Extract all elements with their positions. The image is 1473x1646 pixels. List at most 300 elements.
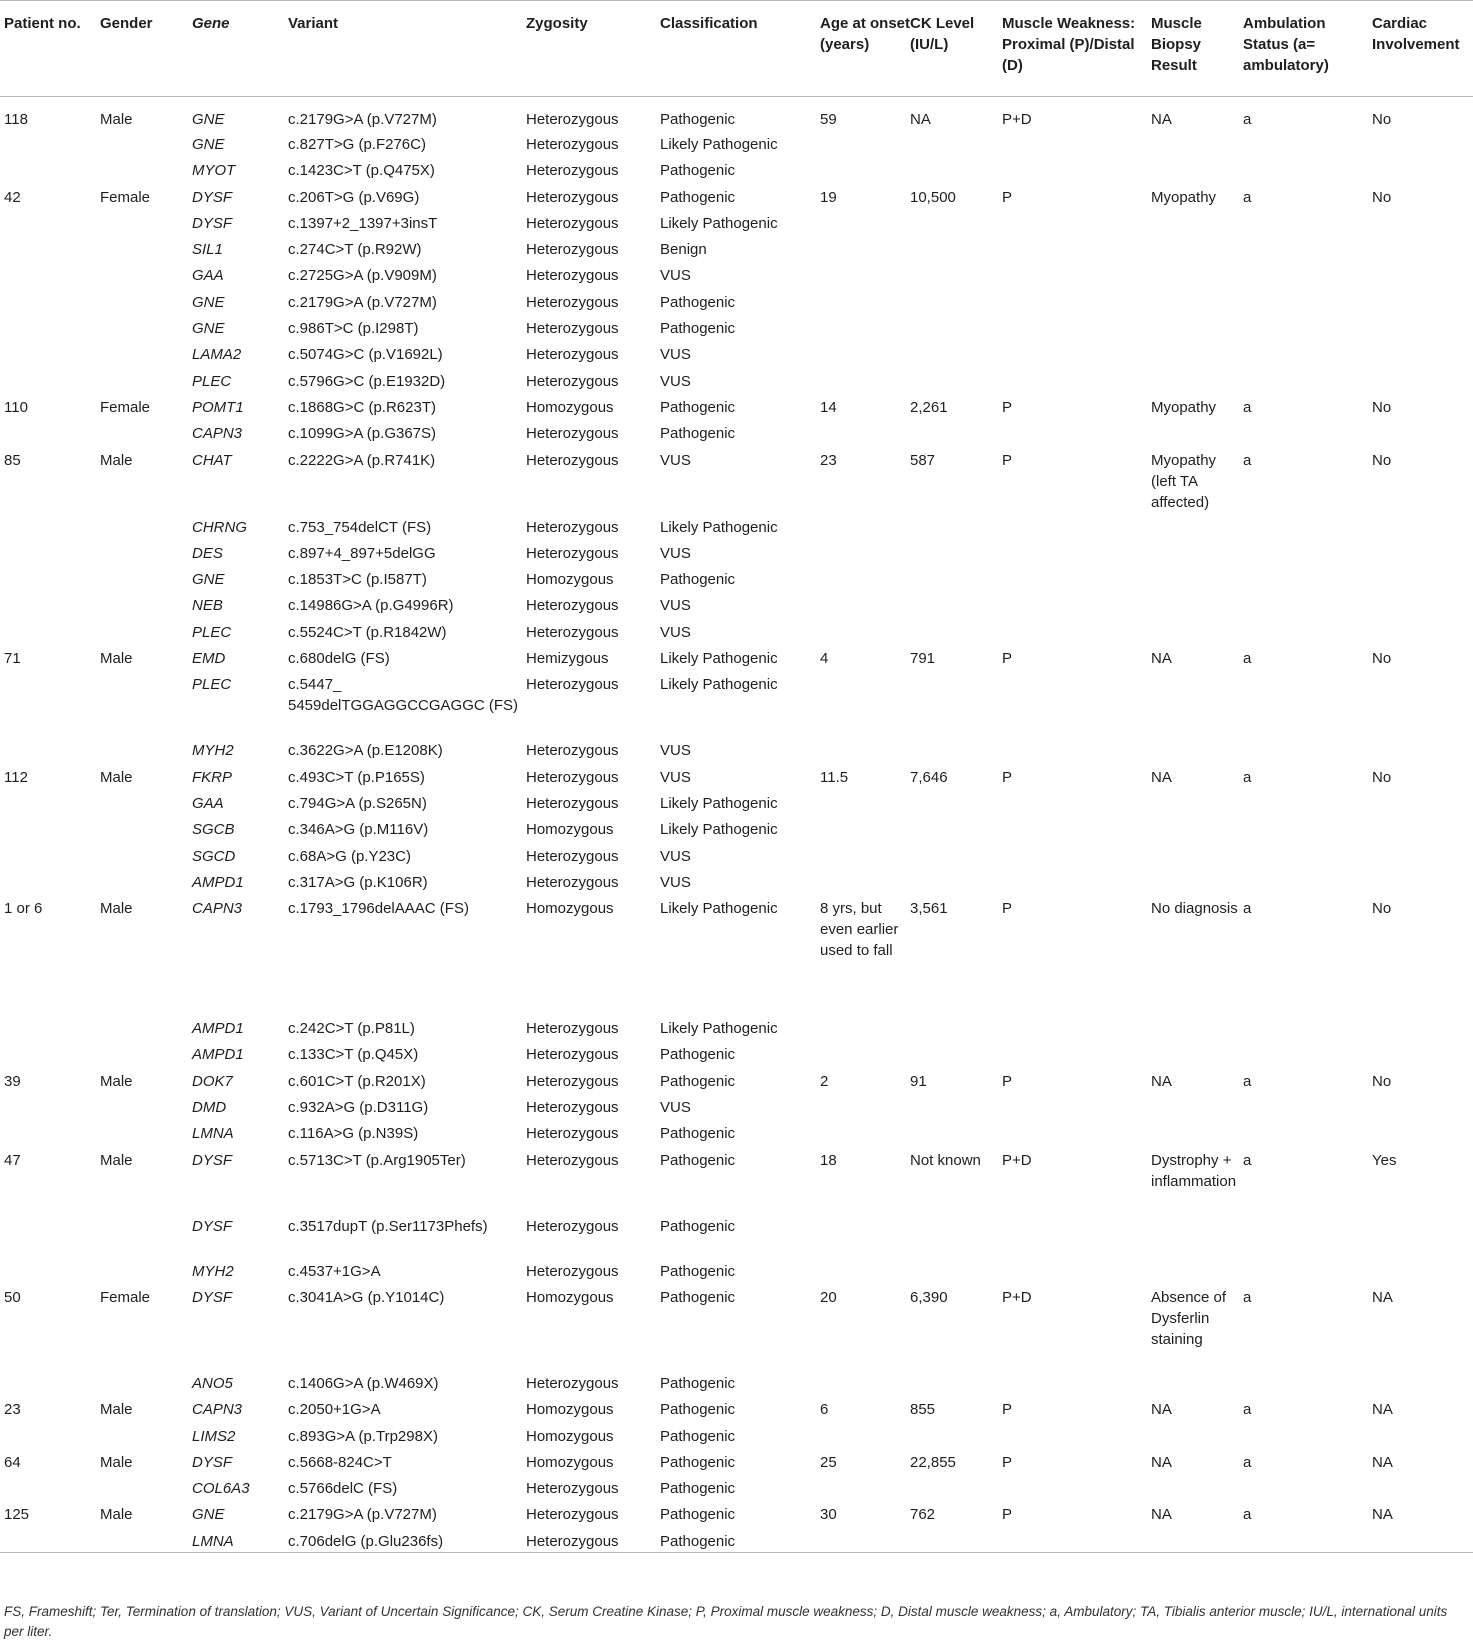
table-cell: [910, 367, 1002, 393]
table-cell: [1151, 1119, 1243, 1145]
table-cell: [1243, 1093, 1372, 1119]
table-cell: [0, 1422, 100, 1448]
table-cell: [100, 789, 192, 815]
table-cell: [1151, 670, 1243, 736]
table-cell: NA: [1151, 111, 1172, 128]
table-cell: DMD: [192, 1099, 227, 1117]
table-cell: P: [1002, 1401, 1013, 1419]
table-cell: Homozygous: [526, 1401, 614, 1419]
table-cell: P: [1002, 1506, 1013, 1524]
table-cell: [0, 1527, 100, 1553]
table-cell: [820, 1212, 910, 1257]
table-cell: [910, 1093, 1002, 1119]
table-cell: SGCB: [192, 821, 235, 839]
table-cell: [1243, 314, 1372, 340]
table-cell: [1002, 1422, 1151, 1448]
table-cell: [820, 565, 910, 591]
table-cell: [1002, 1119, 1151, 1145]
table-cell: Pathogenic: [660, 1532, 736, 1550]
table-cell: [100, 513, 192, 539]
table-cell: CAPN3: [192, 425, 243, 443]
table-row: [0, 235, 1473, 261]
table-cell: Heterozygous: [526, 162, 619, 180]
table-cell: [100, 1527, 192, 1553]
table-cell: No: [1372, 188, 1392, 206]
table-cell: [1243, 419, 1372, 445]
table-cell: [100, 1040, 192, 1066]
table-cell: Heterozygous: [526, 518, 619, 536]
table-cell: [100, 1422, 192, 1448]
table-cell: c.5447_ 5459delTGGAGGCCGAGGC (FS): [288, 676, 519, 715]
table-cell: [910, 1422, 1002, 1448]
table-cell: Heterozygous: [526, 1099, 619, 1117]
table-cell: c.274C>T (p.R92W): [288, 241, 422, 259]
table-cell: a: [1243, 1401, 1252, 1419]
table-cell: [910, 539, 1002, 565]
table-cell: [1372, 591, 1473, 617]
table-cell: [1151, 1369, 1243, 1395]
table-cell: [1372, 156, 1473, 182]
table-cell: VUS: [660, 451, 691, 469]
table-cell: [1002, 1369, 1151, 1395]
table-cell: DOK7: [192, 1072, 233, 1090]
table-cell: c.5074G>C (p.V1692L): [288, 346, 443, 364]
table-cell: [1372, 130, 1473, 156]
table-cell: [1151, 565, 1243, 591]
table-cell: [910, 670, 1002, 736]
table-cell: [910, 209, 1002, 235]
table-cell: NA: [1151, 768, 1172, 786]
table-cell: 110: [4, 398, 28, 416]
table-cell: AMPD1: [192, 873, 244, 891]
table-cell: [1243, 130, 1372, 156]
table-cell: [0, 539, 100, 565]
table-cell: c.3517dupT (p.Ser1173Phefs): [288, 1217, 488, 1235]
table-cell: a: [1243, 1453, 1252, 1471]
table-cell: [100, 1369, 192, 1395]
table-cell: [1243, 842, 1372, 868]
table-cell: 85: [4, 451, 21, 469]
table-cell: VUS: [660, 346, 691, 364]
table-cell: NA: [1151, 1506, 1172, 1524]
table-cell: [1151, 868, 1243, 894]
table-row: [0, 1257, 1473, 1283]
table-cell: a: [1243, 650, 1252, 668]
table-cell: Heterozygous: [526, 346, 619, 364]
table-cell: [1002, 209, 1151, 235]
table-cell: PLEC: [192, 676, 232, 694]
table-cell: [1372, 367, 1473, 393]
table-cell: [100, 736, 192, 762]
table-cell: [1372, 1422, 1473, 1448]
table-cell: [0, 868, 100, 894]
table-row: [0, 842, 1473, 868]
table-cell: [1372, 565, 1473, 591]
table-cell: [820, 815, 910, 841]
table-cell: [910, 513, 1002, 539]
table-row: [0, 130, 1473, 156]
table-cell: 10,500: [910, 188, 956, 206]
table-row: [0, 1093, 1473, 1119]
table-cell: Likely Pathogenic: [660, 821, 778, 839]
table-cell: c.2222G>A (p.R741K): [288, 451, 436, 469]
table-cell: Heterozygous: [526, 1072, 619, 1090]
table-cell: 23: [820, 451, 837, 469]
table-cell: [0, 789, 100, 815]
table-cell: [1002, 130, 1151, 156]
table-cell: a: [1243, 900, 1252, 918]
table-cell: Pathogenic: [660, 111, 736, 128]
table-cell: 118: [4, 111, 28, 128]
table-cell: 2: [820, 1072, 829, 1090]
table-cell: [1002, 842, 1151, 868]
table-cell: [820, 1369, 910, 1395]
column-header: Muscle Weakness: Proximal (P)/Distal (D): [1002, 15, 1136, 74]
table-cell: No: [1372, 1072, 1392, 1090]
table-row: [0, 393, 1473, 419]
table-row: [0, 1146, 1473, 1212]
table-cell: Yes: [1372, 1151, 1397, 1169]
table-cell: [0, 842, 100, 868]
table-cell: a: [1243, 768, 1252, 786]
table-cell: Likely Pathogenic: [660, 900, 778, 918]
table-cell: [820, 1093, 910, 1119]
table-cell: P: [1002, 900, 1013, 918]
table-cell: P: [1002, 451, 1013, 469]
table-cell: [1151, 419, 1243, 445]
table-cell: [0, 340, 100, 366]
table-cell: [1372, 618, 1473, 644]
table-cell: Likely Pathogenic: [660, 676, 778, 694]
table-cell: NA: [1372, 1453, 1393, 1471]
table-cell: [1151, 1014, 1243, 1040]
table-cell: P: [1002, 650, 1013, 668]
column-header: Cardiac Involvement: [1372, 15, 1460, 53]
table-cell: NA: [1151, 650, 1172, 668]
table-cell: Hemizygous: [526, 650, 609, 668]
table-cell: [1372, 1119, 1473, 1145]
table-cell: [100, 1014, 192, 1040]
table-cell: [100, 314, 192, 340]
table-cell: 59: [820, 111, 837, 128]
table-row: [0, 209, 1473, 235]
table-cell: [820, 1422, 910, 1448]
table-cell: 39: [4, 1072, 21, 1090]
table-cell: 762: [910, 1506, 936, 1524]
table-cell: Pathogenic: [660, 1506, 736, 1524]
table-cell: No: [1372, 398, 1392, 416]
table-cell: [1002, 156, 1151, 182]
table-cell: c.206T>G (p.V69G): [288, 188, 420, 206]
table-cell: Homozygous: [526, 571, 614, 589]
table-cell: Not known: [910, 1151, 981, 1169]
table-cell: [100, 288, 192, 314]
table-cell: [1372, 1474, 1473, 1500]
table-cell: [820, 288, 910, 314]
table-cell: [1243, 513, 1372, 539]
table-cell: MYOT: [192, 162, 236, 180]
table-cell: Homozygous: [526, 821, 614, 839]
table-cell: [100, 1474, 192, 1500]
table-cell: [1243, 156, 1372, 182]
table-cell: [910, 1474, 1002, 1500]
table-cell: P: [1002, 188, 1013, 206]
table-cell: a: [1243, 1151, 1252, 1169]
table-cell: [1151, 209, 1243, 235]
table-cell: [1372, 842, 1473, 868]
table-cell: Heterozygous: [526, 293, 619, 311]
table-cell: [1243, 1014, 1372, 1040]
table-cell: [1151, 618, 1243, 644]
table-cell: Heterozygous: [526, 1020, 619, 1038]
table-cell: 22,855: [910, 1453, 956, 1471]
table-cell: VUS: [660, 1099, 691, 1117]
table-cell: c.116A>G (p.N39S): [288, 1125, 419, 1143]
column-header: Zygosity: [526, 15, 588, 32]
table-cell: c.897+4_897+5delGG: [288, 544, 436, 562]
table-cell: Heterozygous: [526, 111, 619, 128]
table-cell: 855: [910, 1401, 936, 1419]
table-cell: [1002, 261, 1151, 287]
table-cell: Female: [100, 1288, 151, 1306]
table-cell: CHAT: [192, 451, 232, 469]
table-row: [0, 1040, 1473, 1066]
table-cell: a: [1243, 451, 1252, 469]
table-cell: [0, 130, 100, 156]
table-cell: [820, 1527, 910, 1553]
table-cell: [0, 513, 100, 539]
table-cell: Heterozygous: [526, 623, 619, 641]
table-cell: [100, 235, 192, 261]
table-cell: Heterozygous: [526, 451, 619, 469]
table-cell: 2,261: [910, 398, 948, 416]
table-cell: [1151, 591, 1243, 617]
table-cell: 91: [910, 1072, 927, 1090]
table-cell: [0, 314, 100, 340]
table-cell: LMNA: [192, 1532, 234, 1550]
table-cell: GNE: [192, 111, 225, 128]
table-cell: [1243, 1212, 1372, 1257]
table-cell: [100, 618, 192, 644]
table-cell: Male: [100, 900, 133, 918]
table-cell: 50: [4, 1288, 21, 1306]
table-cell: Male: [100, 650, 133, 668]
table-cell: [1243, 367, 1372, 393]
table-cell: [0, 815, 100, 841]
table-cell: No: [1372, 768, 1392, 786]
table-cell: GNE: [192, 571, 225, 589]
table-cell: PLEC: [192, 623, 232, 641]
table-cell: [1243, 539, 1372, 565]
table-cell: No: [1372, 900, 1392, 918]
table-cell: c.493C>T (p.P165S): [288, 768, 425, 786]
table-cell: Male: [100, 768, 133, 786]
table-cell: [910, 1212, 1002, 1257]
table-cell: Heterozygous: [526, 267, 619, 285]
table-cell: Female: [100, 398, 151, 416]
table-cell: [1243, 235, 1372, 261]
table-cell: Pathogenic: [660, 1217, 736, 1235]
table-cell: [910, 314, 1002, 340]
column-header: Gene: [192, 15, 230, 32]
table-row: [0, 1395, 1473, 1421]
table-row: [0, 591, 1473, 617]
column-header: Classification: [660, 15, 758, 32]
table-row: [0, 1369, 1473, 1395]
table-cell: [1151, 130, 1243, 156]
table-cell: P: [1002, 1453, 1013, 1471]
table-cell: COL6A3: [192, 1480, 250, 1498]
table-cell: [1151, 261, 1243, 287]
table-cell: [820, 367, 910, 393]
table-cell: [820, 670, 910, 736]
table-cell: [1372, 513, 1473, 539]
table-cell: [820, 539, 910, 565]
table-cell: [1372, 314, 1473, 340]
table-row: [0, 1500, 1473, 1526]
table-cell: [1151, 340, 1243, 366]
table-cell: Heterozygous: [526, 320, 619, 338]
table-cell: [100, 340, 192, 366]
table-cell: [1243, 1257, 1372, 1283]
table-cell: [1243, 565, 1372, 591]
table-cell: P: [1002, 768, 1013, 786]
table-cell: No diagnosis: [1151, 900, 1238, 918]
table-cell: Pathogenic: [660, 425, 736, 443]
table-cell: [1243, 1474, 1372, 1500]
table-cell: Homozygous: [526, 1288, 614, 1306]
table-cell: [0, 1212, 100, 1257]
table-cell: NA: [1372, 1506, 1393, 1524]
table-cell: 7,646: [910, 768, 948, 786]
table-cell: Heterozygous: [526, 425, 619, 443]
table-cell: 6: [820, 1401, 829, 1419]
table-cell: 20: [820, 1288, 837, 1306]
table-cell: Pathogenic: [660, 1401, 736, 1419]
table-cell: [0, 1093, 100, 1119]
table-cell: Heterozygous: [526, 676, 619, 694]
table-cell: LMNA: [192, 1125, 234, 1143]
table-cell: c.133C>T (p.Q45X): [288, 1046, 419, 1064]
table-cell: Male: [100, 1072, 133, 1090]
table-cell: DYSF: [192, 188, 233, 206]
table-header: [0, 1, 1473, 97]
table-cell: [1151, 513, 1243, 539]
table-cell: [820, 1119, 910, 1145]
table-cell: [0, 1119, 100, 1145]
table-cell: P+D: [1002, 111, 1032, 128]
table-cell: VUS: [660, 873, 691, 891]
table-cell: Heterozygous: [526, 1532, 619, 1550]
table-cell: [0, 1014, 100, 1040]
table-cell: Heterozygous: [526, 768, 619, 786]
table-cell: [820, 235, 910, 261]
table-cell: Heterozygous: [526, 873, 619, 891]
table-cell: [0, 288, 100, 314]
table-cell: 25: [820, 1453, 837, 1471]
table-cell: EMD: [192, 650, 226, 668]
table-cell: [0, 591, 100, 617]
table-cell: LAMA2: [192, 346, 242, 364]
table-cell: [1243, 868, 1372, 894]
table-cell: [820, 1014, 910, 1040]
table-cell: Benign: [660, 241, 707, 259]
table-cell: Heterozygous: [526, 847, 619, 865]
table-cell: 125: [4, 1506, 30, 1524]
table-cell: No: [1372, 650, 1392, 668]
table-cell: [1372, 288, 1473, 314]
table-cell: LIMS2: [192, 1427, 236, 1445]
table-cell: Absence of Dysferlin staining: [1151, 1288, 1227, 1348]
table-cell: c.601C>T (p.R201X): [288, 1072, 426, 1090]
table-cell: [1243, 815, 1372, 841]
table-cell: [1002, 235, 1151, 261]
table-cell: [100, 1093, 192, 1119]
table-cell: [100, 1257, 192, 1283]
table-cell: [1002, 565, 1151, 591]
table-cell: 14: [820, 398, 837, 416]
table-cell: NA: [1151, 1453, 1172, 1471]
table-cell: [1243, 261, 1372, 287]
table-cell: [1151, 789, 1243, 815]
table-cell: [0, 1040, 100, 1066]
table-cell: [820, 1474, 910, 1500]
table-cell: [820, 868, 910, 894]
table-cell: [1151, 1474, 1243, 1500]
table-cell: GNE: [192, 136, 225, 153]
table-cell: Female: [100, 188, 151, 206]
table-cell: Pathogenic: [660, 162, 736, 180]
table-cell: c.1853T>C (p.I587T): [288, 571, 427, 589]
table-cell: Heterozygous: [526, 241, 619, 259]
table-cell: [1151, 156, 1243, 182]
table-cell: [0, 670, 100, 736]
table-row: [0, 1448, 1473, 1474]
column-header: Ambulation Status (a= ambulatory): [1243, 15, 1329, 74]
table-cell: [0, 209, 100, 235]
table-cell: Likely Pathogenic: [660, 518, 778, 536]
table-cell: [0, 261, 100, 287]
table-cell: [1002, 340, 1151, 366]
table-cell: [0, 1369, 100, 1395]
table-cell: [1372, 539, 1473, 565]
table-cell: 47: [4, 1151, 21, 1169]
table-cell: [1372, 1014, 1473, 1040]
table-cell: [100, 815, 192, 841]
table-cell: [1002, 1212, 1151, 1257]
table-row: [0, 1067, 1473, 1093]
table-cell: c.5668-824C>T: [288, 1453, 392, 1471]
table-cell: Heterozygous: [526, 1125, 619, 1143]
table-cell: [910, 235, 1002, 261]
table-cell: [100, 156, 192, 182]
table-cell: [1372, 1257, 1473, 1283]
table-cell: [1002, 1093, 1151, 1119]
table-cell: VUS: [660, 847, 691, 865]
table-cell: Pathogenic: [660, 398, 736, 416]
table-cell: Likely Pathogenic: [660, 136, 778, 153]
table-cell: DYSF: [192, 214, 233, 232]
table-cell: Myopathy (left TA affected): [1151, 451, 1217, 511]
table-cell: 18: [820, 1151, 837, 1169]
table-cell: 112: [4, 768, 28, 786]
table-cell: Pathogenic: [660, 320, 736, 338]
table-cell: VUS: [660, 768, 691, 786]
table-cell: c.1793_1796delAAAC (FS): [288, 900, 469, 918]
table-cell: c.5524C>T (p.R1842W): [288, 623, 447, 641]
table-cell: [1372, 1040, 1473, 1066]
table-cell: Likely Pathogenic: [660, 1020, 778, 1038]
